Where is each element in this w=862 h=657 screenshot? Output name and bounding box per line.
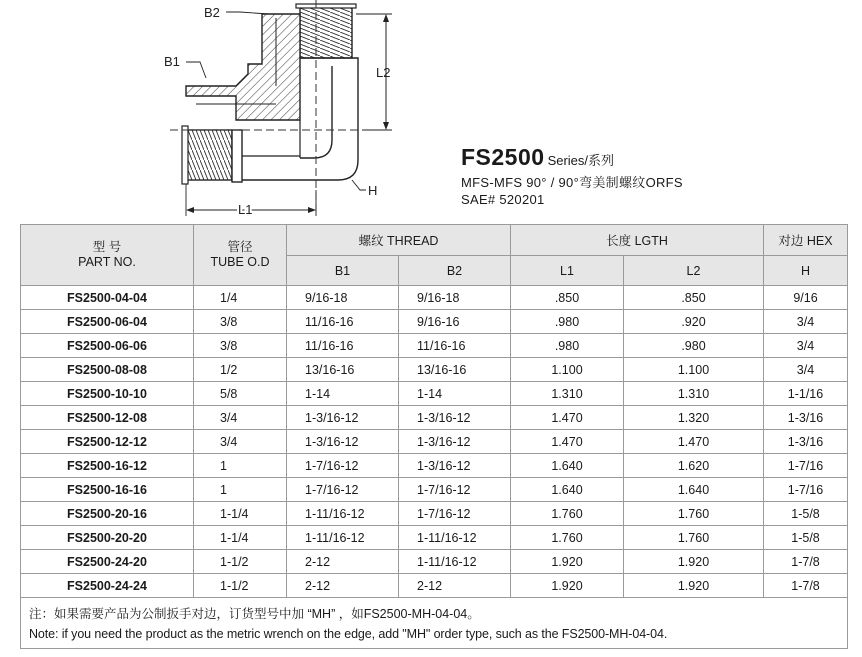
- cell-h: 1-1/16: [764, 382, 848, 406]
- header-b1: B1: [287, 256, 399, 286]
- sae-number: SAE# 520201: [461, 192, 545, 207]
- table-row: [21, 574, 848, 598]
- cell-tube: 1/4: [194, 286, 287, 310]
- cell-tube: 1: [194, 454, 287, 478]
- cell-h: 1-7/16: [764, 454, 848, 478]
- cell-h: 1-7/8: [764, 574, 848, 598]
- table-row: [21, 334, 848, 358]
- header-hex: 对边 HEX: [764, 225, 848, 256]
- notes-cell: [21, 598, 848, 649]
- note-chinese: 注：如果需要产品为公制扳手对边，订货型号中加 “MH” ，如FS2500-MH-04-04。: [29, 607, 480, 621]
- cell-b1: 11/16-16: [287, 334, 399, 358]
- cell-h: 1-5/8: [764, 502, 848, 526]
- header-part-no: [21, 225, 194, 286]
- header-tube-en: TUBE O.D: [210, 255, 270, 269]
- header-h: H: [764, 256, 848, 286]
- cell-h: 1-5/8: [764, 526, 848, 550]
- cell-b1: 1-11/16-12: [287, 526, 399, 550]
- cell-b2: 2-12: [399, 574, 511, 598]
- header-tube-cn: 管径: [227, 240, 253, 254]
- cell-b1: 1-3/16-12: [287, 430, 399, 454]
- cell-l2: 1.470: [624, 430, 764, 454]
- cell-part: FS2500-16-16: [21, 478, 194, 502]
- table-row: [21, 526, 848, 550]
- cell-b2: 1-11/16-12: [399, 550, 511, 574]
- cell-l2: 1.100: [624, 358, 764, 382]
- table-row: [21, 430, 848, 454]
- table-row: [21, 406, 848, 430]
- cell-tube: 3/8: [194, 310, 287, 334]
- header-part-en: PART NO.: [78, 255, 136, 269]
- cell-l2: 1.620: [624, 454, 764, 478]
- cell-b2: 1-14: [399, 382, 511, 406]
- cell-l1: 1.920: [511, 550, 624, 574]
- series-code: FS2500: [461, 144, 545, 170]
- cell-l2: 1.760: [624, 502, 764, 526]
- cell-tube: 1/2: [194, 358, 287, 382]
- cell-l2: .980: [624, 334, 764, 358]
- cell-b1: 1-3/16-12: [287, 406, 399, 430]
- cell-b1: 1-11/16-12: [287, 502, 399, 526]
- cell-b1: 2-12: [287, 550, 399, 574]
- cell-b2: 11/16-16: [399, 334, 511, 358]
- header-l1: L1: [511, 256, 624, 286]
- cell-part: FS2500-24-24: [21, 574, 194, 598]
- series-title-block: [461, 144, 841, 207]
- cell-b1: 13/16-16: [287, 358, 399, 382]
- cell-l1: 1.640: [511, 454, 624, 478]
- cell-h: 3/4: [764, 358, 848, 382]
- cell-part: FS2500-20-16: [21, 502, 194, 526]
- label-b1: B1: [164, 54, 180, 69]
- cell-b2: 9/16-18: [399, 286, 511, 310]
- cell-tube: 1-1/2: [194, 550, 287, 574]
- fitting-description: MFS-MFS 90° / 90°弯美制螺纹ORFS: [461, 175, 683, 190]
- cell-b2: 1-3/16-12: [399, 406, 511, 430]
- cell-part: FS2500-04-04: [21, 286, 194, 310]
- cell-part: FS2500-10-10: [21, 382, 194, 406]
- table-row: [21, 358, 848, 382]
- table-row: [21, 502, 848, 526]
- cell-b2: 1-3/16-12: [399, 454, 511, 478]
- cell-l2: 1.310: [624, 382, 764, 406]
- table-row: [21, 286, 848, 310]
- cell-b1: 1-7/16-12: [287, 478, 399, 502]
- header-part-cn: 型 号: [92, 240, 122, 254]
- cell-l1: 1.310: [511, 382, 624, 406]
- table-row: [21, 478, 848, 502]
- header-b2: B2: [399, 256, 511, 286]
- cell-l1: 1.760: [511, 502, 624, 526]
- cell-b2: 1-7/16-12: [399, 478, 511, 502]
- cell-part: FS2500-20-20: [21, 526, 194, 550]
- cell-b2: 1-3/16-12: [399, 430, 511, 454]
- top-thread: [296, 4, 356, 58]
- cell-tube: 1: [194, 478, 287, 502]
- spec-table-body: [21, 286, 848, 598]
- cell-part: FS2500-06-06: [21, 334, 194, 358]
- cell-tube: 3/4: [194, 406, 287, 430]
- cell-h: 9/16: [764, 286, 848, 310]
- label-h: H: [368, 183, 378, 198]
- cell-tube: 3/4: [194, 430, 287, 454]
- cell-l1: 1.470: [511, 430, 624, 454]
- cell-tube: 1-1/4: [194, 526, 287, 550]
- table-row: [21, 454, 848, 478]
- header-l2: L2: [624, 256, 764, 286]
- cell-tube: 5/8: [194, 382, 287, 406]
- cell-b2: 9/16-16: [399, 310, 511, 334]
- elbow-fitting-drawing: [150, 0, 450, 222]
- cell-b1: 9/16-18: [287, 286, 399, 310]
- series-word: Series/系列: [547, 153, 615, 168]
- header-thread: 螺纹 THREAD: [287, 225, 511, 256]
- cell-l2: .920: [624, 310, 764, 334]
- series-heading: [461, 144, 841, 171]
- cell-l1: 1.760: [511, 526, 624, 550]
- header-tube-od: [194, 225, 287, 286]
- cell-tube: 1-1/2: [194, 574, 287, 598]
- cell-part: FS2500-06-04: [21, 310, 194, 334]
- cell-l1: .980: [511, 310, 624, 334]
- cell-h: 1-3/16: [764, 430, 848, 454]
- cell-l2: 1.320: [624, 406, 764, 430]
- cell-b2: 1-11/16-12: [399, 526, 511, 550]
- cell-l1: 1.470: [511, 406, 624, 430]
- cell-l2: 1.920: [624, 550, 764, 574]
- hex-body: [232, 130, 242, 182]
- label-l1: L1: [238, 202, 253, 217]
- cell-h: 3/4: [764, 310, 848, 334]
- table-row: [21, 382, 848, 406]
- cell-l1: 1.100: [511, 358, 624, 382]
- left-thread: [182, 126, 232, 184]
- cell-b2: 1-7/16-12: [399, 502, 511, 526]
- cell-l1: 1.920: [511, 574, 624, 598]
- cell-part: FS2500-16-12: [21, 454, 194, 478]
- cell-h: 3/4: [764, 334, 848, 358]
- label-b2: B2: [204, 5, 220, 20]
- cell-l1: .980: [511, 334, 624, 358]
- cell-part: FS2500-08-08: [21, 358, 194, 382]
- cell-part: FS2500-12-08: [21, 406, 194, 430]
- cell-l2: 1.760: [624, 526, 764, 550]
- cell-l2: 1.640: [624, 478, 764, 502]
- cell-l2: .850: [624, 286, 764, 310]
- cell-l1: .850: [511, 286, 624, 310]
- spec-table: [20, 224, 848, 649]
- note-english: Note: if you need the product as the metric wrench on the edge, add "MH" order type, such as the FS2500-MH-04-04.: [29, 627, 668, 641]
- cell-b1: 1-14: [287, 382, 399, 406]
- table-row: [21, 310, 848, 334]
- header-length: 长度 LGTH: [511, 225, 764, 256]
- cell-b1: 11/16-16: [287, 310, 399, 334]
- cell-l1: 1.640: [511, 478, 624, 502]
- cell-h: 1-7/8: [764, 550, 848, 574]
- cell-b2: 13/16-16: [399, 358, 511, 382]
- table-row: [21, 550, 848, 574]
- cell-tube: 3/8: [194, 334, 287, 358]
- cell-h: 1-7/16: [764, 478, 848, 502]
- label-l2: L2: [376, 65, 391, 80]
- cell-b1: 2-12: [287, 574, 399, 598]
- cell-part: FS2500-24-20: [21, 550, 194, 574]
- cell-b1: 1-7/16-12: [287, 454, 399, 478]
- cell-tube: 1-1/4: [194, 502, 287, 526]
- cell-part: FS2500-12-12: [21, 430, 194, 454]
- cell-h: 1-3/16: [764, 406, 848, 430]
- cell-l2: 1.920: [624, 574, 764, 598]
